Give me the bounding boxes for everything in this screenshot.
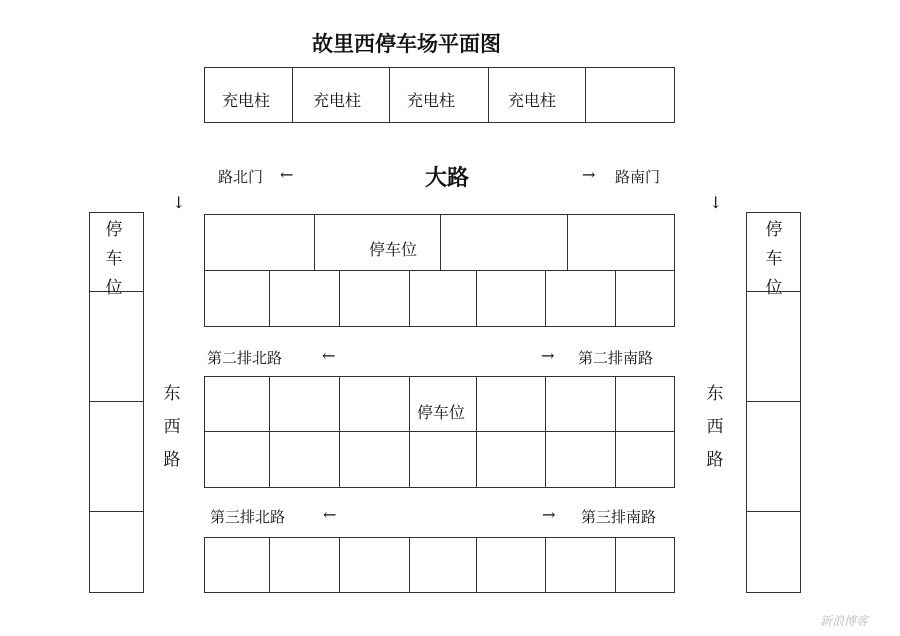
north-gate-label: 路北门 (218, 168, 264, 186)
left-arrow-icon: ← (323, 505, 337, 524)
parking-space-label: 停车位 (415, 400, 467, 423)
stall-divider (615, 376, 616, 488)
stall-divider (409, 376, 410, 488)
label-char: 西 (706, 417, 724, 438)
stall-divider (339, 376, 340, 488)
stall-divider (476, 376, 477, 488)
charging-post-label: 充电柱 (222, 91, 271, 110)
stall-divider (314, 214, 315, 270)
stall-divider (476, 537, 477, 593)
stall-divider (269, 376, 270, 488)
stall-divider (409, 270, 410, 327)
stall-divider (545, 537, 546, 593)
left-east-west-road-label (162, 378, 182, 477)
row2-north-road-label: 第二排北路 (207, 349, 283, 367)
down-arrow-icon: ↓ (172, 193, 186, 212)
label-char: 停 (765, 220, 783, 240)
row2-south-road-label: 第二排南路 (578, 349, 654, 367)
label-char: 位 (765, 277, 783, 298)
left-arrow-icon: ← (280, 165, 294, 184)
side-divider (746, 401, 801, 402)
label-char: 车 (765, 248, 783, 269)
charging-post-label: 充电柱 (407, 91, 456, 110)
down-arrow-icon: ↓ (709, 193, 723, 212)
stall-divider (615, 270, 616, 327)
stall-divider (476, 270, 477, 327)
stall-divider (440, 214, 441, 270)
side-divider (89, 401, 144, 402)
label-char: 东 (706, 384, 724, 404)
label-char: 车 (105, 248, 123, 269)
stall-divider (339, 270, 340, 327)
left-side-parking-label (104, 216, 124, 303)
main-road-label: 大路 (425, 165, 470, 191)
stall-divider (339, 537, 340, 593)
charging-post-label: 充电柱 (508, 91, 557, 110)
block-divider (204, 270, 675, 271)
stall-divider (269, 270, 270, 327)
label-char: 停 (105, 220, 123, 240)
label-char: 东 (163, 384, 181, 404)
label-char: 路 (706, 450, 724, 471)
stall-divider (269, 537, 270, 593)
right-arrow-icon: → (582, 165, 596, 184)
right-side-parking-label (764, 216, 784, 303)
right-east-west-road-label (705, 378, 725, 477)
right-arrow-icon: → (542, 505, 556, 524)
stall-divider (545, 376, 546, 488)
row3-south-road-label: 第三排南路 (581, 508, 657, 526)
label-char: 西 (163, 417, 181, 438)
charging-divider (292, 67, 293, 123)
parking-space-label: 停车位 (369, 240, 418, 259)
page-title: 故里西停车场平面图 (312, 31, 501, 56)
left-arrow-icon: ← (322, 346, 336, 365)
block-divider (204, 431, 675, 432)
right-arrow-icon: → (541, 346, 555, 365)
charging-divider (585, 67, 586, 123)
watermark: 新浪博客 (820, 614, 869, 628)
label-char: 路 (163, 450, 181, 471)
stall-divider (409, 537, 410, 593)
south-gate-label: 路南门 (615, 168, 661, 186)
side-divider (746, 511, 801, 512)
stall-divider (545, 270, 546, 327)
charging-divider (488, 67, 489, 123)
parking-block-2 (204, 376, 675, 488)
label-char: 位 (105, 277, 123, 298)
stall-divider (567, 214, 568, 270)
side-divider (89, 511, 144, 512)
stall-divider (615, 537, 616, 593)
row3-north-road-label: 第三排北路 (210, 508, 286, 526)
charging-divider (389, 67, 390, 123)
charging-post-label: 充电柱 (313, 91, 362, 110)
parking-block-3 (204, 537, 675, 593)
